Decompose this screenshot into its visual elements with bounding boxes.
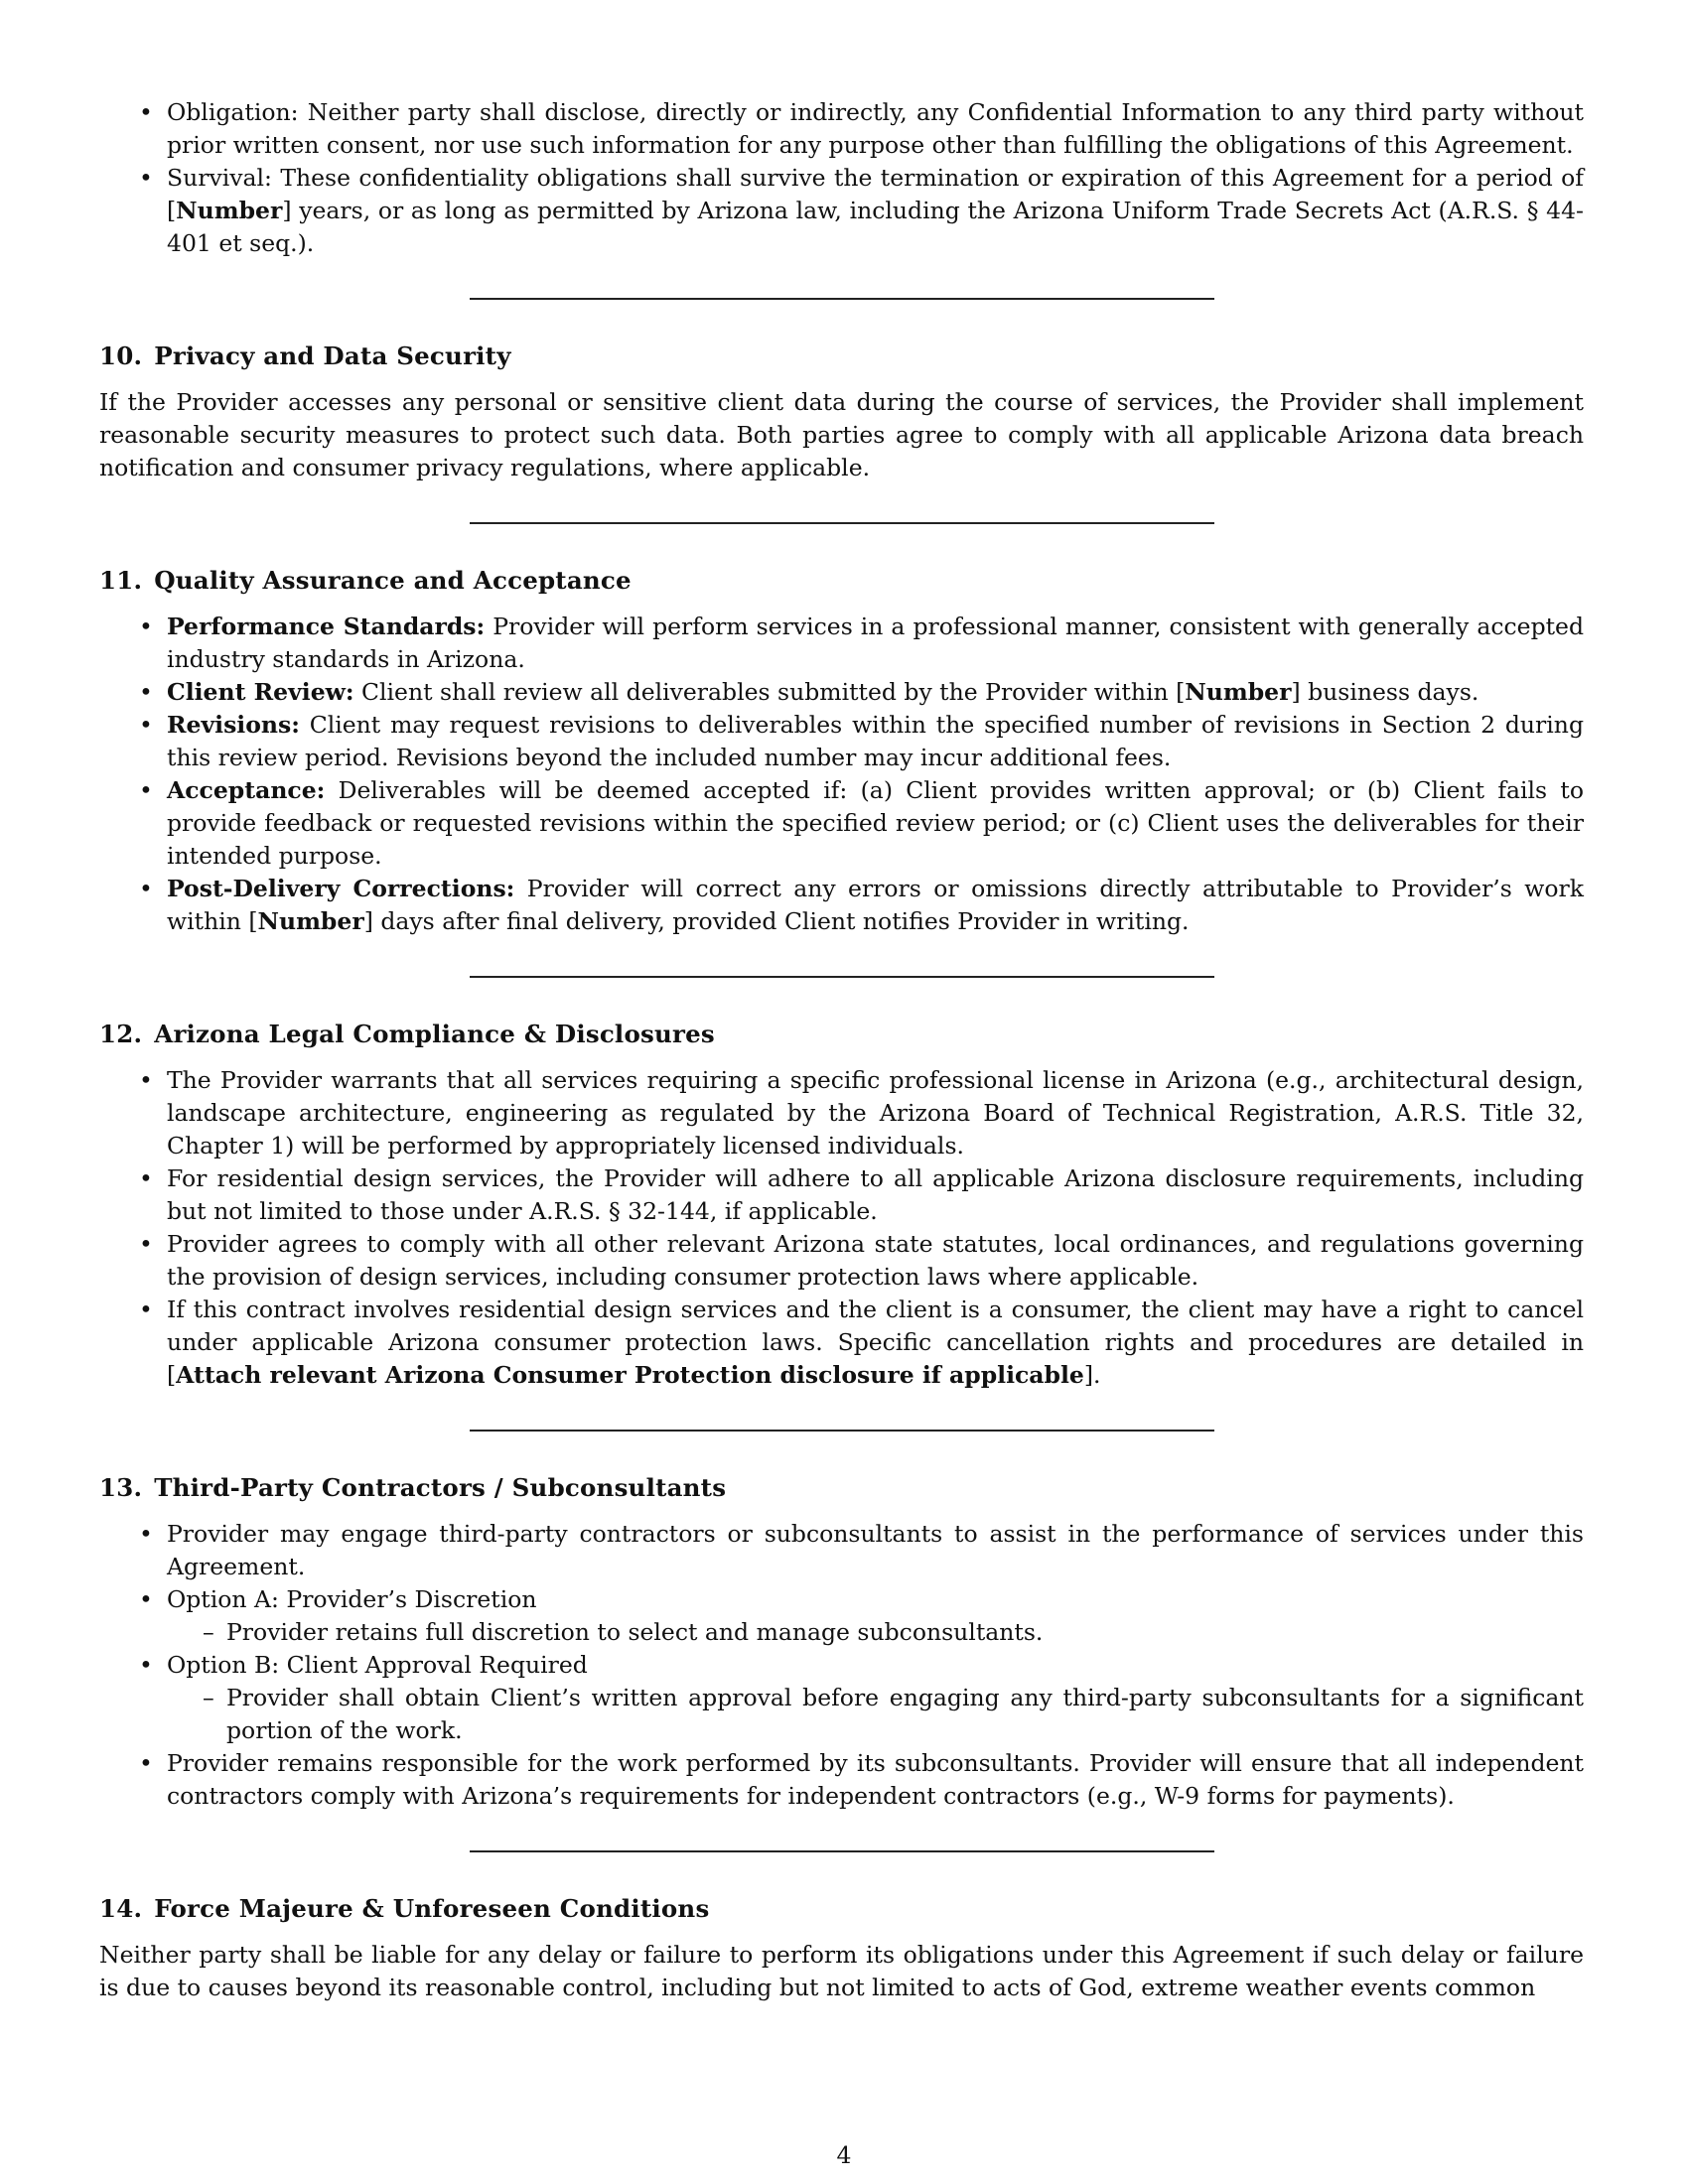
list-item (99, 1294, 1584, 1392)
option-a-sublist (99, 1616, 1584, 1649)
item-label: Acceptance: (167, 776, 326, 804)
item-text: Provider will perform services in a professional manner, consistent with generally accepted industry standards in Arizona. (167, 613, 1585, 673)
section-13-list (99, 1518, 1584, 1616)
option-b-sublist (99, 1682, 1584, 1747)
placeholder-number: Number (176, 197, 283, 224)
section-11-list (99, 611, 1584, 938)
section-number: 10. (99, 341, 143, 370)
section-14-body: Neither party shall be liable for any delay or failure to perform its obligations under this Agreement if such delay or failure is due to causes beyond its reasonable control, including but not limited to acts of God, extreme weather events common (99, 1941, 1584, 2001)
list-item: • Option B: Client Approval Required (99, 1649, 1584, 1682)
section-heading-10 (99, 340, 1584, 372)
placeholder-number: Number (257, 907, 364, 935)
item-text: Client may request revisions to deliverables within the specified number of revisions in Section 2 during this review period. Revisions beyond the included number may incur additional fees. (167, 711, 1584, 771)
list-item (99, 162, 1584, 260)
section-13-list-end (99, 1747, 1584, 1813)
section-title: Arizona Legal Compliance & Disclosures (154, 1020, 715, 1048)
item-label: Client Review: (167, 678, 354, 706)
section-number: 13. (99, 1473, 143, 1502)
item-label: Post-Delivery Corrections: (167, 875, 515, 902)
item-text: Provider will correct any errors or omissions directly attributable to Provider’s work within [ (167, 875, 1584, 935)
list-item: • For residential design services, the Provider will adhere to all applicable Arizona disclosure requirements, including but not limited to those under A.R.S. § 32-144, if applicable. (99, 1162, 1584, 1228)
section-title: Third-Party Contractors / Subconsultants (154, 1473, 727, 1502)
section-heading-14 (99, 1892, 1584, 1925)
section-10-body: If the Provider accesses any personal or sensitive client data during the course of services, the Provider shall implement reasonable security measures to protect such data. Both parties agree to comply with all applicable Arizona data breach notification and consumer privacy regulations, where applicable. (99, 388, 1584, 481)
item-label: Revisions: (167, 711, 300, 739)
list-item (99, 96, 1584, 162)
section-heading-13 (99, 1471, 1584, 1504)
item-text: Client shall review all deliverables submitted by the Provider within [ (353, 678, 1186, 706)
sub-list-item: – Provider shall obtain Client’s written approval before engaging any third-party subconsultants for a significant portion of the work. (99, 1682, 1584, 1747)
section-number: 14. (99, 1894, 143, 1923)
list-item: • Option A: Provider’s Discretion (99, 1583, 1584, 1616)
placeholder-number: Number (1185, 678, 1292, 706)
list-item (99, 709, 1584, 774)
list-item (99, 873, 1584, 938)
section-title: Force Majeure & Unforeseen Conditions (154, 1894, 710, 1923)
list-item (99, 774, 1584, 873)
section-title: Quality Assurance and Acceptance (154, 566, 632, 595)
list-item: • The Provider warrants that all services requiring a specific professional license in Arizona (e.g., architectural design, landscape architecture, engineering as regulated by the Arizona Board of Technical Registration, A.R.S. Title 32, Chapter 1) will be performed by appropriately licensed individuals. (99, 1064, 1584, 1162)
survival-text-end: ] years, or as long as permitted by Arizona law, including the Arizona Uniform Trade Secrets Act (A.R.S. § 44-401 et seq.). (167, 197, 1584, 257)
section-number: 12. (99, 1020, 143, 1048)
confidentiality-list (99, 96, 1584, 260)
item-text-end: ] business days. (1291, 678, 1479, 706)
section-12-list (99, 1064, 1584, 1392)
list-item (99, 676, 1584, 709)
item-text: If this contract involves residential design services and the client is a consumer, the client may have a right to cancel under applicable Arizona consumer protection laws. Specific cancellation rights and procedures are detailed in [ (167, 1296, 1584, 1389)
section-divider (470, 298, 1214, 300)
section-13-list-continued (99, 1649, 1584, 1682)
section-title: Privacy and Data Security (154, 341, 511, 370)
section-heading-11 (99, 564, 1584, 597)
section-number: 11. (99, 566, 143, 595)
section-divider (470, 1430, 1214, 1432)
sub-list-item: – Provider retains full discretion to select and manage subconsultants. (99, 1616, 1584, 1649)
section-heading-12 (99, 1018, 1584, 1050)
list-item (99, 611, 1584, 676)
list-item: • Provider agrees to comply with all other relevant Arizona state statutes, local ordinances, and regulations governing the provision of design services, including consumer protection laws where applicable. (99, 1228, 1584, 1294)
document-page (99, 96, 1584, 2004)
item-text: Deliverables will be deemed accepted if: (a) Client provides written approval; or (b) Client fails to provide feedback or requested revisions within the specified review period; or (c) Client uses the deliverables for their intended purpose. (167, 776, 1584, 870)
item-label: Performance Standards: (167, 613, 486, 640)
survival-text: Survival: These confidentiality obligations shall survive the termination or expiration of this Agreement for a period of [ (167, 164, 1584, 224)
item-text-end: ] days after final delivery, provided Client notifies Provider in writing. (363, 907, 1190, 935)
section-divider (470, 522, 1214, 524)
list-item: • Provider remains responsible for the work performed by its subconsultants. Provider will ensure that all independent contractors comply with Arizona’s requirements for independent contractors (e.g., W-9 forms for payments). (99, 1747, 1584, 1813)
section-divider (470, 1850, 1214, 1852)
section-divider (470, 976, 1214, 978)
placeholder-attachment: Attach relevant Arizona Consumer Protection disclosure if applicable (176, 1361, 1084, 1389)
page-number: 4 (836, 2141, 852, 2169)
list-item: • Provider may engage third-party contractors or subconsultants to assist in the performance of services under this Agreement. (99, 1518, 1584, 1583)
item-text-end: ]. (1083, 1361, 1101, 1389)
obligation-text: Obligation: Neither party shall disclose, directly or indirectly, any Confidential Information to any third party without prior written consent, nor use such information for any purpose other than fulfilling the obligations of this Agreement. (167, 98, 1584, 159)
